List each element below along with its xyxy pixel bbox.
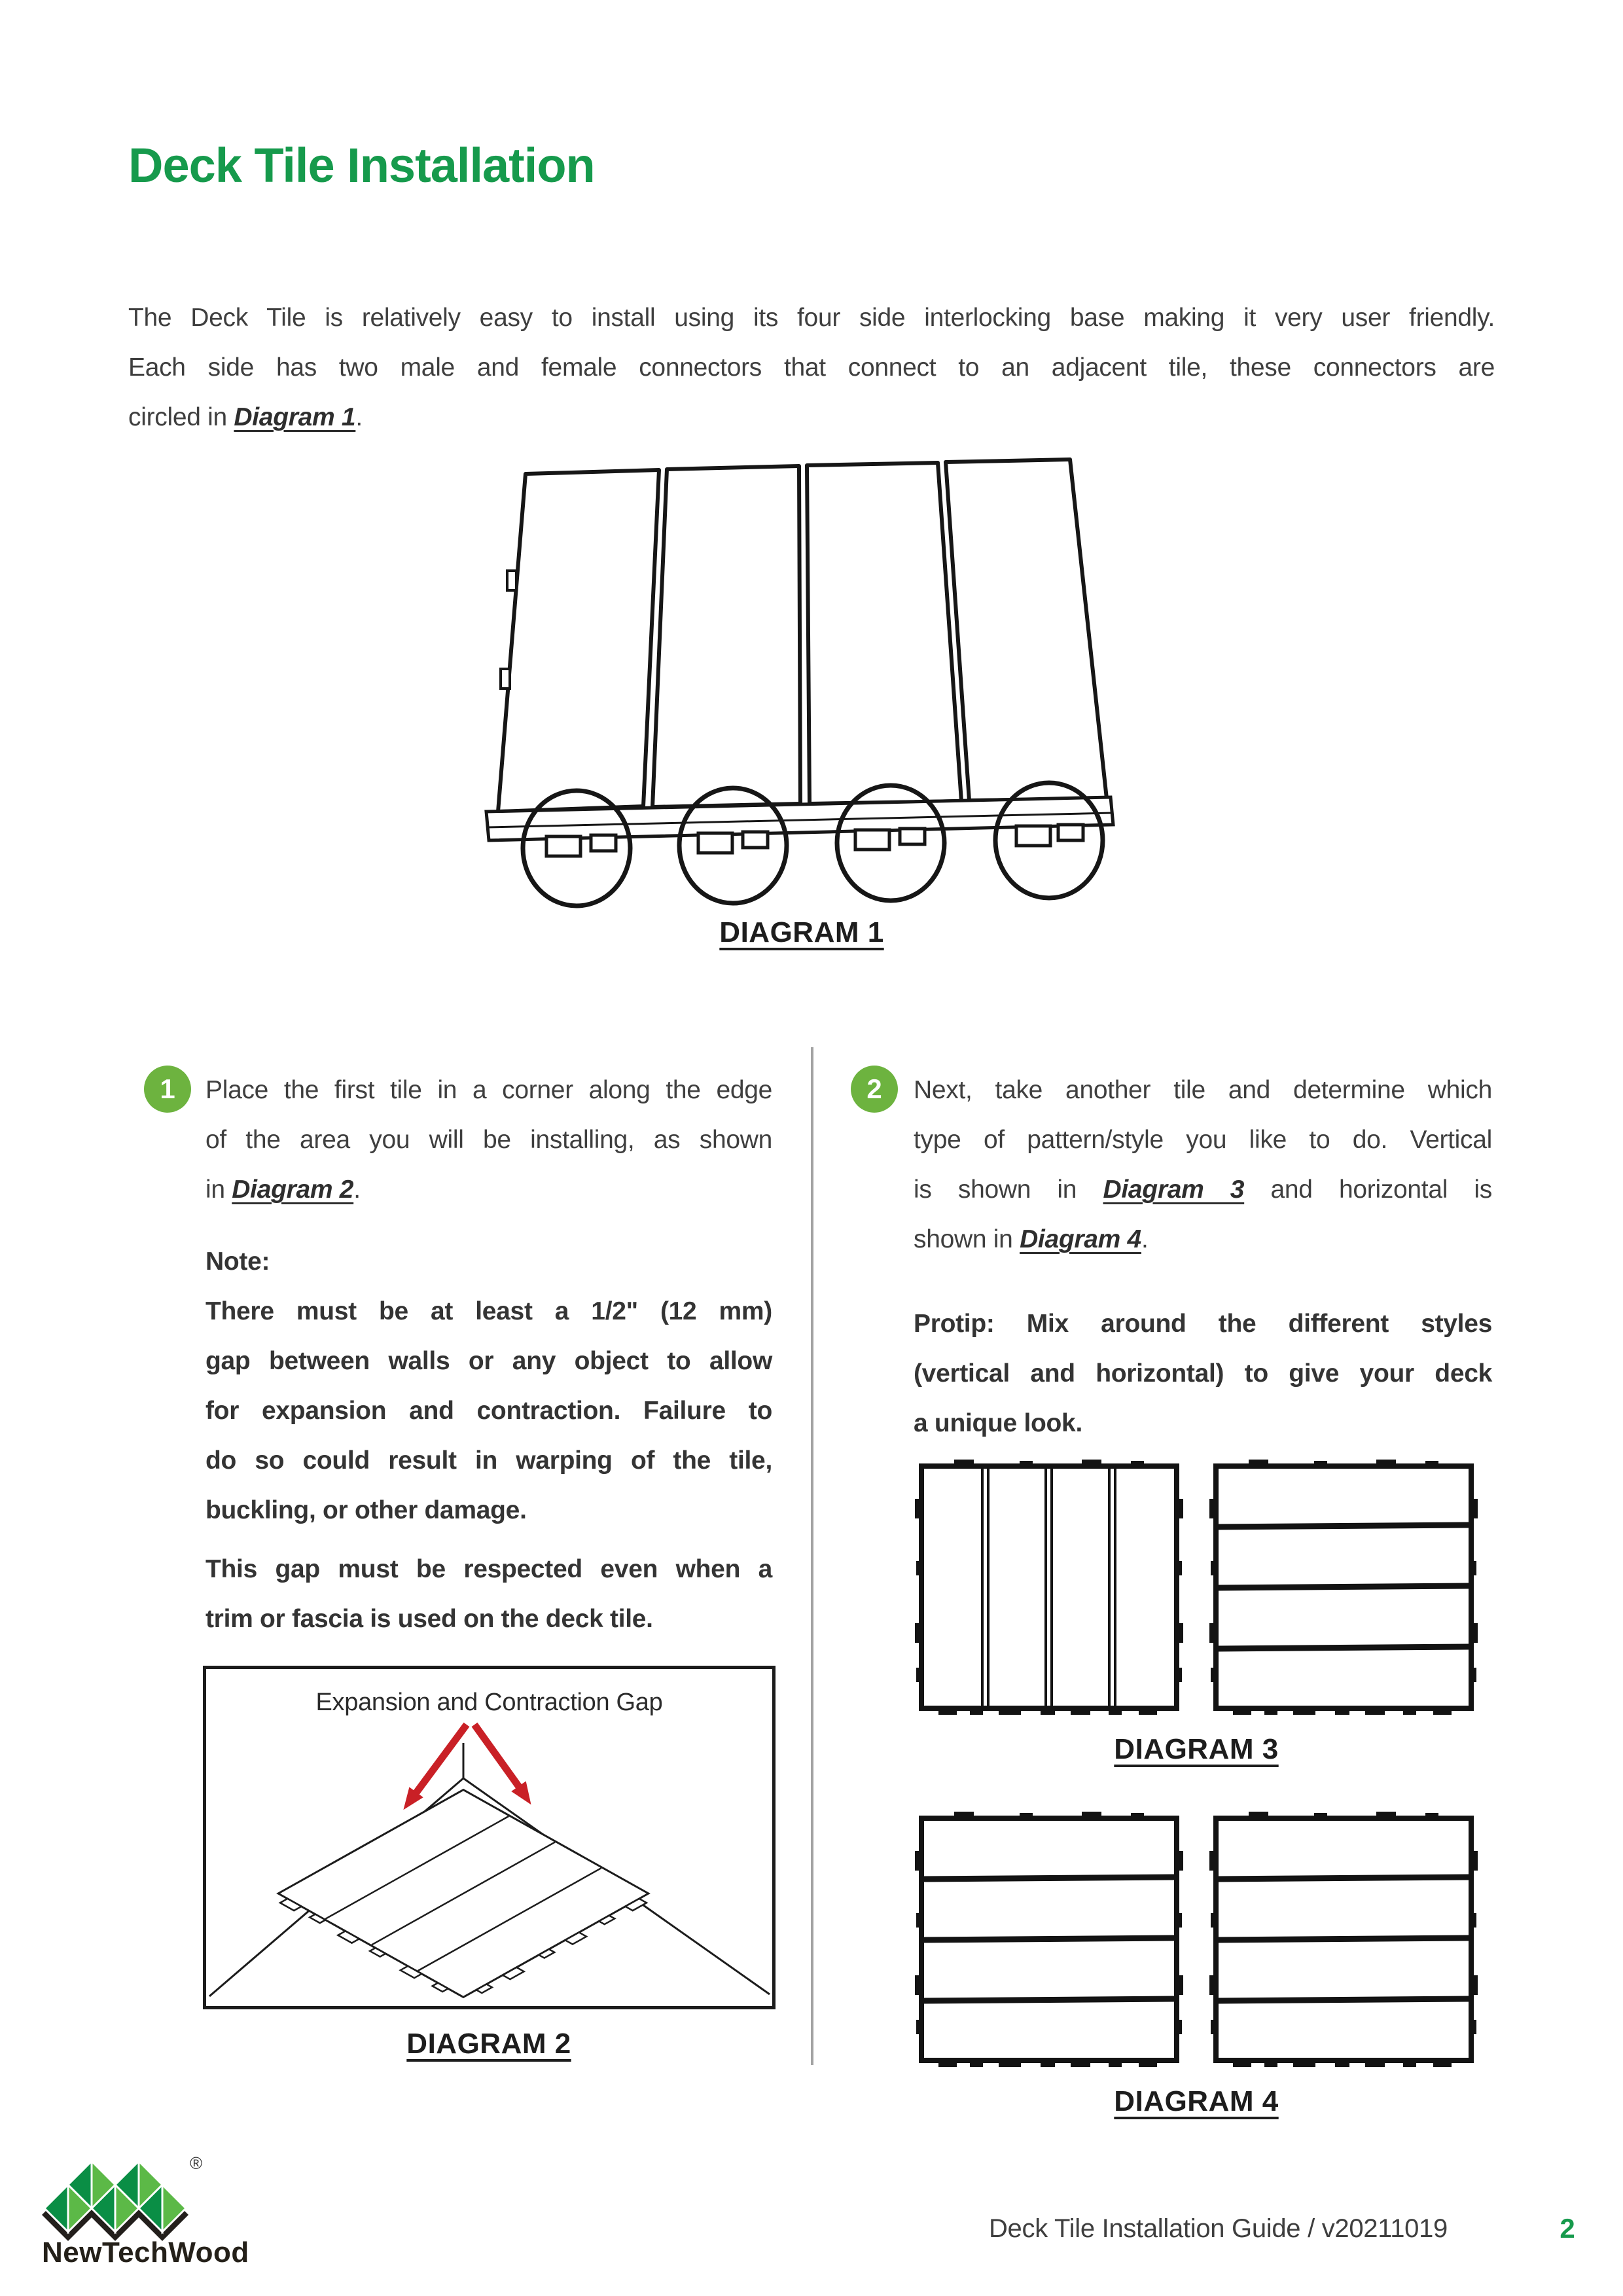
step-1-number: 1 [160,1073,175,1104]
page-title: Deck Tile Installation [128,138,595,192]
newtechwood-logo [42,2145,284,2270]
diagram2-link[interactable]: Diagram 2 [232,1175,354,1204]
diagram1-link[interactable]: Diagram 1 [234,403,356,431]
diagram4-caption: DIAGRAM 4 [1114,2085,1279,2117]
deck-boards-drawing [468,453,1126,911]
step-2-text: Next, take another tile and determine which type of pattern/style you like to do. Vertical is shown in Diagram 3 and horizontal is shown in Diagram 4. [914,1076,1492,1253]
diagram3-link[interactable]: Diagram 3 [1103,1175,1245,1204]
intro-line: The Deck Tile is relatively easy to install using its four side interlocking base making it very user friendly. [128,304,1495,332]
intro-line: Each side has two male and female connectors that connect to an adjacent tile, these connectors are [128,353,1495,382]
diagram3-caption: DIAGRAM 3 [1114,1733,1279,1765]
column-divider [811,1047,813,2065]
step-1-text: Place the first tile in a corner along the edge of the area you will be installing, as shown in Diagram 2. [205,1076,772,1204]
gap-note: This gap must be respected even when a trim or fascia is used on the deck tile. [205,1555,772,1633]
step-2-badge [851,1066,898,1113]
note-block: Note: There must be at least a 1/2" (12 mm) gap between walls or any object to allow for expansion and contraction. Failure to do so could result in warping of the tile, buckling, or other damage. [205,1237,772,1535]
step-1-badge [144,1066,191,1113]
step-2-number: 2 [866,1073,882,1104]
corner-tile-drawing [203,1666,776,2009]
logo-diamonds-icon [42,2161,188,2241]
intro-paragraph [128,293,1495,442]
tile-horizontal-pattern [1209,1812,1478,2067]
diagram1-caption: DIAGRAM 1 [719,916,884,948]
intro-line: circled in Diagram 1. [128,403,363,431]
registered-icon: ® [190,2153,203,2173]
tile-horizontal-pattern [1209,1460,1478,1715]
note-heading: Note: [205,1247,270,1276]
tile-vertical-pattern [915,1460,1183,1715]
footer-doc-title: Deck Tile Installation Guide / v20211019 [988,2214,1448,2243]
diagram4-link[interactable]: Diagram 4 [1020,1225,1141,1253]
diagram2-caption: DIAGRAM 2 [406,2028,571,2060]
tile-horizontal-pattern [915,1812,1183,2067]
diagram2-label: Expansion and Contraction Gap [315,1689,663,1716]
page-number: 2 [1560,2213,1575,2244]
brand-name: NewTechWood [42,2236,249,2269]
protip: Protip: Mix around the different styles (vertical and horizontal) to give your deck a unique look. [914,1310,1492,1437]
